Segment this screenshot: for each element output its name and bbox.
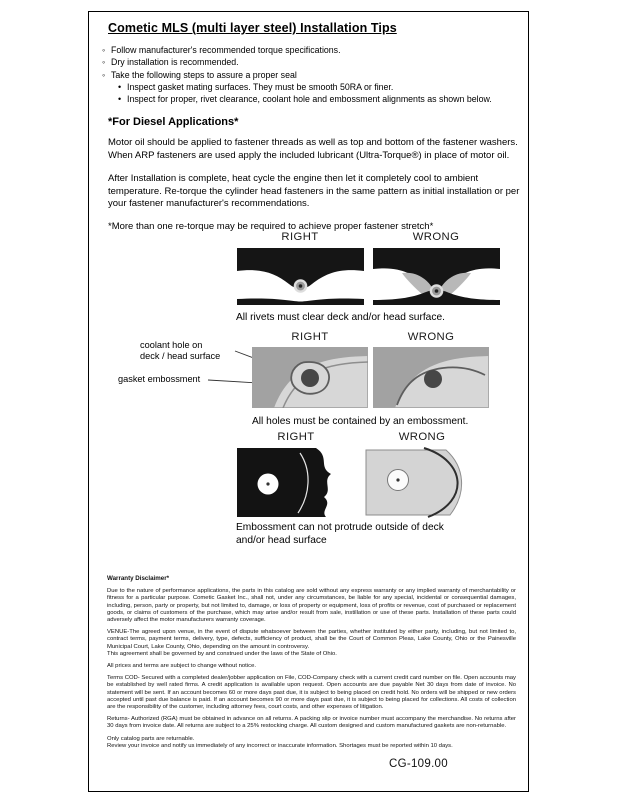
row3-caption: Embossment can not protrude outside of deck and/or head surface (236, 522, 444, 546)
tip-sub-item (118, 81, 492, 93)
catalog-code: CG-109.00 (389, 758, 448, 770)
tip-item (102, 44, 492, 56)
disclaimer-paragraph: All prices and terms are subject to change without notice. (107, 663, 256, 670)
retorque-note: *More than one re-torque may be required to achieve proper fastener stretch* (108, 221, 434, 233)
open-bullet-icon (102, 56, 110, 66)
embossment-protrusion-right-image (236, 447, 357, 518)
coolant-hole-callout (140, 340, 236, 361)
embossment-contained-wrong-image (373, 347, 489, 408)
row1-wrong-label: WRONG (412, 231, 460, 243)
rivet-clearance-right-image (236, 247, 365, 306)
diesel-paragraph-1: Motor oil should be applied to fastener threads as well as top and bottom of the fastener washers. When ARP fasteners are used apply the included lubricant (Ultra-Torque®) in place of motor oil. (108, 137, 518, 161)
page-title: Cometic MLS (multi layer steel) Installation Tips (108, 21, 397, 35)
diesel-applications-section (108, 116, 520, 245)
disclaimer-paragraph: VENUE-The agreed upon venue, in the event of dispute whatsoever between the parties, whether instituted by either party, including, but not limited to, contract terms, payment terms, delivery, type, defects, sufficiency of product, shall be the Court of Common Pleas, Lake County, Ohio or the Painesville Municipal Court, Lake County, Ohio, depending on the amount in controversy. (107, 629, 516, 650)
diagram-section (88, 228, 529, 550)
row2-right-label: RIGHT (291, 331, 329, 343)
diesel-paragraph-2: After Installation is complete, heat cycle the engine then let it completely cool to ambient temperature. Re-torque the cylinder head fasteners in the same pattern as initial installation or per your fastener manufacturer's recommendations. (108, 173, 520, 210)
row3-wrong-label: WRONG (398, 431, 446, 443)
embossment-contained-right-image (252, 347, 368, 408)
disclaimer-paragraph: Review your invoice and notify us immediately of any incorrect or inaccurate information. Shortages must be reported within 10 days. (107, 742, 453, 749)
tip-text: Follow manufacturer's recommended torque specifications. (111, 45, 341, 55)
disclaimer-paragraph: This agreement shall be governed by and construed under the laws of the State of Ohio. (107, 650, 337, 657)
row1-right-label: RIGHT (281, 231, 319, 243)
installation-tips-list (102, 44, 492, 105)
tip-text: Inspect gasket mating surfaces. They must be smooth 50RA or finer. (127, 81, 394, 92)
gasket-embossment-callout: gasket embossment (118, 374, 201, 384)
filled-bullet-icon (118, 81, 126, 91)
tip-item (102, 56, 492, 68)
disclaimer-heading: Warranty Disclaimer* (107, 575, 170, 582)
tip-text: Inspect for proper, rivet clearance, coolant hole and embossment alignments as shown below. (127, 94, 492, 105)
disclaimer-paragraph: Returns- Authorized (RGA) must be obtained in advance on all returns. A packing slip or invoice number must accompany the merchandise. No returns after 30 days from invoice date. All returns are subject to a 25% restocking charge. All custom designed and custom manufactured gaskets are non-returnable. (107, 716, 516, 730)
tip-sub-item (118, 93, 492, 105)
row1-caption: All rivets must clear deck and/or head surface. (236, 312, 445, 323)
disclaimer-paragraph: Due to the nature of performance applications, the parts in this catalog are sold without any express warranty or any implied warranty of merchantability or fitness for a particular purpose. Cometic Gasket Inc., shall not, under any circumstances, be liable for any special, incidental or consequential damages, including, person, party or property, but not limited to, damage, or loss of property or equipment, loss of profits or revenue, cost of purchased or replacement goods, or claims of customers of the purchase, which may arise and/or result from sale, instillation or use of these parts. Installation of these parts could adversely affect the motor manufacturers warranty coverage. (107, 588, 516, 624)
disclaimer-paragraph: Only catalog parts are returnable. (107, 735, 195, 742)
open-bullet-icon (102, 44, 110, 54)
open-bullet-icon (102, 69, 110, 79)
tip-item (102, 69, 492, 81)
row3-right-label: RIGHT (277, 431, 315, 443)
disclaimer-paragraph: Terms COD- Secured with a completed dealer/jobber application on File, COD-Company check with a current credit card number on file. Open accounts may be established by well rated firms. A credit application is available upon request. Open accounts are due payable Net 30 days from date of invoice. No statement will be sent. If an account becomes 60 or more days past due, it is subject to being placed on credit hold. No orders will be shipped or new orders accepted until past due balance is paid. If an account becomes 90 or more days past due, it is subject to being placed for collections. All costs of collection are the responsibility of the customer, including attorney fees, court costs, and other expenses of litigation. (107, 675, 516, 711)
embossment-protrusion-wrong-image (362, 447, 483, 518)
tip-text: Take the following steps to assure a proper seal (111, 69, 297, 80)
filled-bullet-icon (118, 93, 126, 103)
diesel-heading: *For Diesel Applications* (108, 116, 239, 128)
row2-caption: All holes must be contained by an embossment. (252, 416, 469, 427)
warranty-disclaimer-section (107, 575, 516, 755)
coolant-hole-callout-line1: coolant hole on (140, 340, 203, 350)
row2-wrong-label: WRONG (407, 331, 455, 343)
rivet-clearance-wrong-image (372, 247, 501, 306)
tip-text: Dry installation is recommended. (111, 57, 239, 68)
coolant-hole-callout-line2: deck / head surface (140, 350, 221, 361)
